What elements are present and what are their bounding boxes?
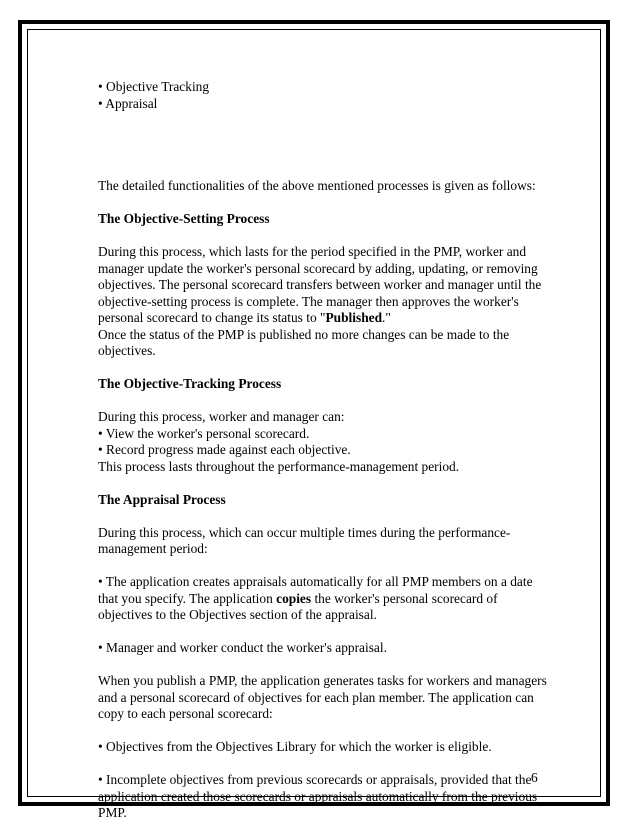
appraisal-bullet-1-text: • The application creates appraisals automatically for all PMP members on a date that you specify. The application [98, 574, 533, 606]
copies-bold: copies [276, 590, 312, 606]
objective-setting-text-end: ." [382, 310, 391, 325]
bullet-objective-tracking: • Objective Tracking [98, 79, 210, 94]
objective-setting-paragraph-2: Once the status of the PMP is published no more changes can be made to the objectives. [98, 326, 510, 358]
copy-bullet-1: • Objectives from the Objectives Library for which the worker is eligible. [98, 739, 492, 754]
objective-tracking-closing: This process lasts throughout the performance-management period. [98, 458, 460, 474]
objective-setting-text: During this process, which lasts for the period specified in the PMP, worker and manager update the worker's personal scorecard by adding, updating, or removing objectives. The personal scorecard transfers between worker and manager until the objective-setting process is complete. The manager then approves the worker's personal scorecard to change its status to " [98, 244, 542, 325]
objective-tracking-bullet-2: • Record progress made against each objective. [98, 442, 351, 457]
objective-tracking-lead: During this process, worker and manager can: [98, 409, 345, 424]
objective-setting-paragraph [98, 244, 550, 327]
objective-tracking-bullet-1: • View the worker's personal scorecard. [98, 425, 310, 441]
published-bold: Published [325, 310, 383, 325]
appraisal-bullet-2: • Manager and worker conduct the worker's appraisal. [98, 640, 387, 655]
publish-paragraph: When you publish a PMP, the application generates tasks for workers and managers and a personal scorecard of objectives for each plan member. The application can copy to each personal scorecard: [98, 673, 547, 721]
page-number: 6 [531, 770, 538, 785]
appraisal-bullet-1-text-end: the worker's personal scorecard of objectives to the Objectives section of the appraisal. [98, 590, 498, 622]
copy-bullet-2: • Incomplete objectives from previous scorecards or appraisals, provided that the application created those scorecards or appraisals automatically from the previous PMP. [98, 772, 538, 820]
intro-paragraph: The detailed functionalities of the above mentioned processes is given as follows: [98, 178, 536, 193]
heading-objective-tracking: The Objective-Tracking Process [98, 376, 282, 391]
document-body [98, 79, 550, 822]
appraisal-lead: During this process, which can occur multiple times during the performance-management period: [98, 524, 511, 556]
heading-appraisal: The Appraisal Process [98, 491, 226, 507]
heading-objective-setting: The Objective-Setting Process [98, 211, 270, 226]
bullet-appraisal: • Appraisal [98, 95, 158, 111]
appraisal-bullet-1 [98, 574, 550, 624]
